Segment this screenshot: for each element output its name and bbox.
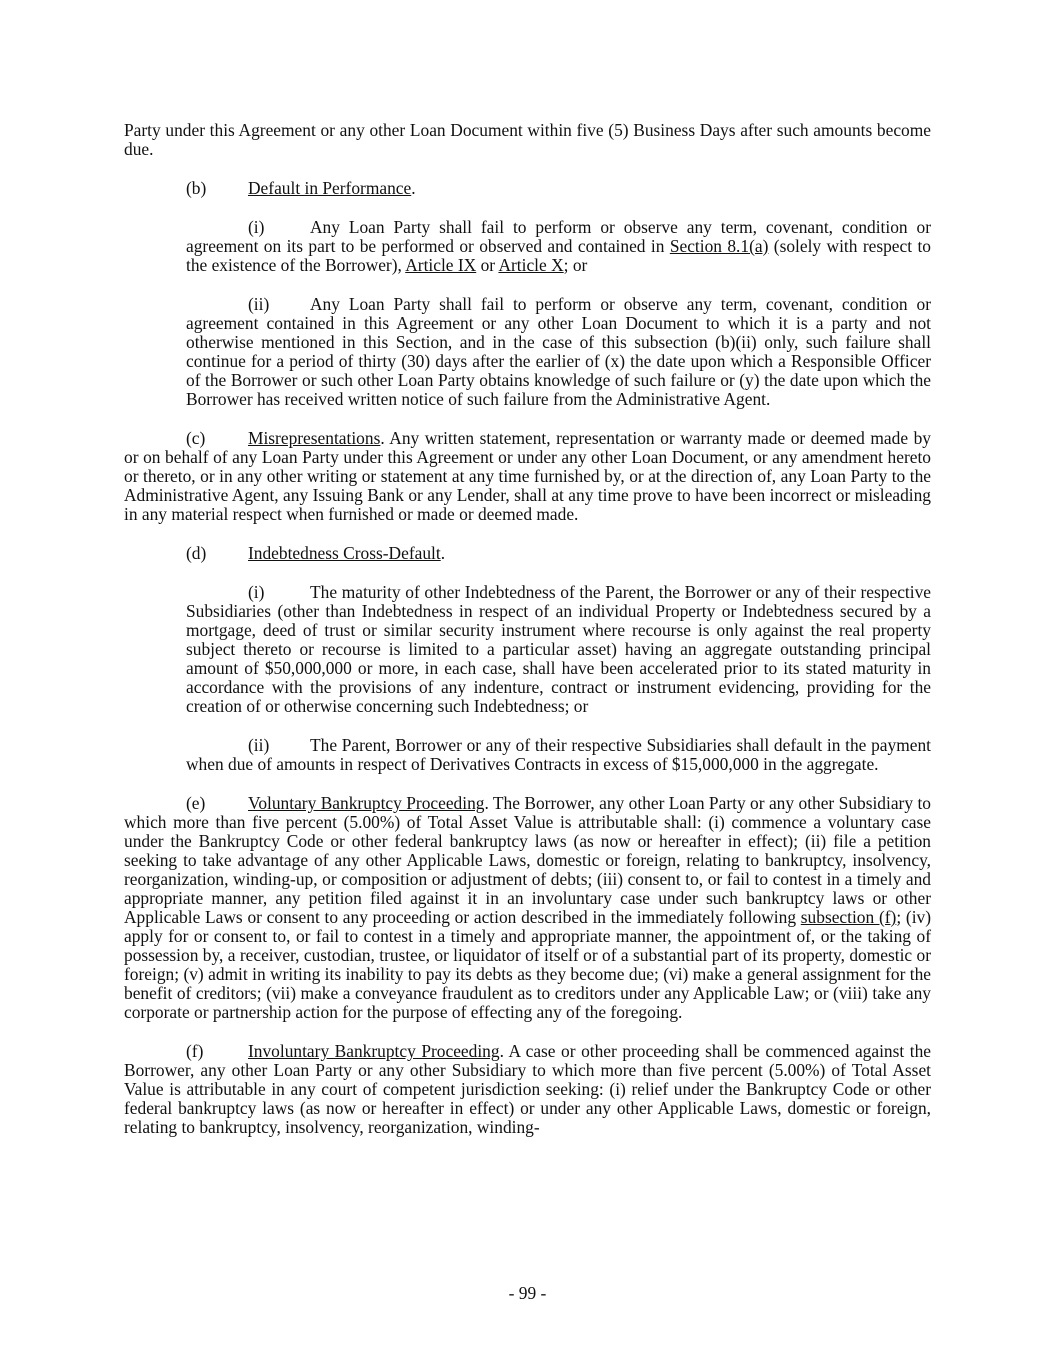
subsection-label: (ii) (248, 735, 270, 755)
subsection-d-i: (i) The maturity of other Indebtedness of the Parent, the Borrower or any of their respective Subsidiaries (other than Indebtedness in respect of an individual Property or Indebtedness secured by a mortgage, deed of trust or similar security instrument where recourse is only against the real property subject thereto or recourse is limited to a particular asset) having an aggregate outstanding principal amount of $50,000,000 or more, in each case, shall have been accelerated prior to its stated maturity in accordance with the provisions of any indenture, contract or instrument evidencing, providing for the creation of or otherwise concerning such Indebtedness; or (186, 582, 931, 716)
section-label: (d) (186, 543, 207, 563)
section-title: Indebtedness Cross-Default (248, 543, 441, 563)
section-title: Misrepresentations (248, 428, 381, 448)
section-label: (b) (186, 178, 207, 198)
subsection-b-i: (i) Any Loan Party shall fail to perform or observe any term, covenant, condition or agreement on its part to be performed or observed and contained in Section 8.1(a) (solely with respect to the existence of the Borrower), Article IX or Article X; or (186, 217, 931, 275)
section-title: Involuntary Bankruptcy Proceeding (248, 1041, 500, 1061)
section-c: (c) Misrepresentations. Any written statement, representation or warranty made or deemed made by or on behalf of any Loan Party under this Agreement or under any other Loan Document, or any amendment hereto or thereto, or in any other writing or statement at any time furnished by, or at the direction of, any Loan Party to the Administrative Agent, any Issuing Bank or any Lender, shall at any time prove to have been incorrect or misleading in any material respect when furnished or made or deemed made. (124, 428, 931, 524)
subsection-d-ii: (ii) The Parent, Borrower or any of their respective Subsidiaries shall default in the payment when due of amounts in respect of Derivatives Contracts in excess of $15,000,000 in the aggregate. (186, 735, 931, 774)
section-f: (f) Involuntary Bankruptcy Proceeding. A case or other proceeding shall be commenced against the Borrower, any other Loan Party or any other Subsidiary to which more than five percent (5.00%) of Total Asset Value is attributable in any court of competent jurisdiction seeking: (i) relief under the Bankruptcy Code or other federal bankruptcy laws (as now or hereafter in effect) or under any other Applicable Laws, domestic or foreign, relating to bankruptcy, insolvency, reorganization, winding- (124, 1041, 931, 1137)
paragraph-a-continuation: Party under this Agreement or any other Loan Document within five (5) Business Days after such amounts become due. (124, 120, 931, 159)
cross-reference: Section 8.1(a) (669, 236, 769, 256)
section-title: Voluntary Bankruptcy Proceeding (248, 793, 485, 813)
section-label: (c) (186, 428, 206, 448)
section-title: Default in Performance (248, 178, 412, 198)
subsection-label: (ii) (248, 294, 270, 314)
section-label: (e) (186, 793, 206, 813)
subsection-label: (i) (248, 217, 265, 237)
document-page (124, 121, 931, 1157)
page-number: - 99 - (508, 1283, 547, 1303)
section-b-heading: (b) Default in Performance. (186, 178, 416, 198)
cross-reference: Article IX (405, 255, 477, 275)
subsection-label: (i) (248, 582, 265, 602)
section-label: (f) (186, 1041, 204, 1061)
section-d-heading: (d) Indebtedness Cross-Default. (186, 543, 446, 563)
subsection-b-ii: (ii) Any Loan Party shall fail to perform or observe any term, covenant, condition or agreement contained in this Agreement or any other Loan Document to which it is a party and not otherwise mentioned in this Section, and in the case of this subsection (b)(ii) only, such failure shall continue for a period of thirty (30) days after the earlier of (x) the date upon which a Responsible Officer of the Borrower or such other Loan Party obtains knowledge of such failure or (y) the date upon which the Borrower has received written notice of such failure from the Administrative Agent. (186, 294, 931, 409)
cross-reference: subsection (f) (800, 907, 897, 927)
cross-reference: Article X (498, 255, 564, 275)
section-e: (e) Voluntary Bankruptcy Proceeding. The Borrower, any other Loan Party or any other Subsidiary to which more than five percent (5.00%) of Total Asset Value is attributable shall: (i) commence a voluntary case under the Bankruptcy Code or other federal bankruptcy laws (as now or hereafter in effect); (ii) file a petition seeking to take advantage of any other Applicable Laws, domestic or foreign, relating to bankruptcy, insolvency, reorganization, winding-up, or composition or adjustment of debts; (iii) consent to, or fail to contest in a timely and appropriate manner, any petition filed against it in an involuntary case under such bankruptcy laws or other Applicable Laws or consent to any proceeding or action described in the immediately following subsection (f); (iv) apply for or consent to, or fail to contest in a timely and appropriate manner, the appointment of, or the taking of possession by, a receiver, custodian, trustee, or liquidator of itself or of a substantial part of its property, domestic or foreign; (v) admit in writing its inability to pay its debts as they become due; (vi) make a general assignment for the benefit of creditors; (vii) make a conveyance fraudulent as to creditors under any Applicable Law; or (viii) take any corporate or partnership action for the purpose of effecting any of the foregoing. (124, 793, 932, 1022)
